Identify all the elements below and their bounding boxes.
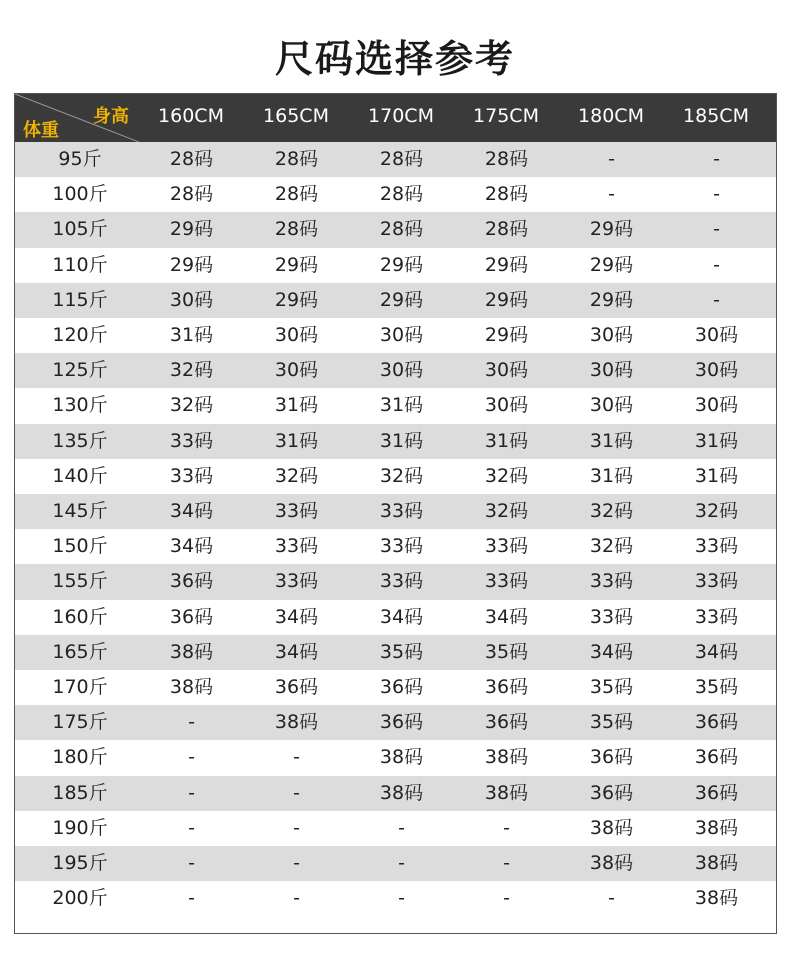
size-cell: 28码 (379, 183, 424, 206)
size-cell: 38码 (589, 852, 634, 874)
size-cell: - (608, 183, 615, 206)
height-axis-label: 身高 (93, 106, 129, 127)
header-corner-cell (15, 94, 139, 142)
size-cell: 28码 (274, 218, 319, 241)
size-cell: - (503, 887, 510, 910)
size-cell: 31码 (274, 429, 319, 452)
weight-cell: 170斤 (52, 676, 108, 698)
size-cell: 38码 (169, 676, 214, 698)
size-cell: - (713, 148, 720, 170)
weight-cell: 200斤 (52, 887, 108, 910)
size-cell: 32码 (169, 394, 214, 417)
size-cell: 30码 (274, 324, 319, 346)
table-row (15, 177, 776, 212)
size-cell: 30码 (589, 324, 634, 346)
weight-cell: 110斤 (52, 253, 108, 276)
size-cell: 29码 (589, 288, 634, 311)
table-row (15, 600, 776, 635)
size-cell: - (293, 746, 300, 769)
size-cell: 30码 (589, 394, 634, 417)
weight-cell: 140斤 (52, 464, 108, 487)
size-cell: 34码 (274, 640, 319, 663)
size-cell: 31码 (694, 429, 739, 452)
size-cell: 33码 (694, 570, 739, 593)
size-cell: - (713, 218, 720, 241)
size-cell: - (398, 816, 405, 839)
table-row (15, 318, 776, 353)
size-cell: 33码 (379, 570, 424, 593)
weight-cell: 195斤 (52, 852, 108, 874)
size-cell: 29码 (169, 253, 214, 276)
table-header (15, 94, 776, 142)
size-cell: 33码 (379, 500, 424, 522)
weight-cell: 135斤 (52, 429, 108, 452)
size-cell: - (503, 816, 510, 839)
size-cell: 38码 (379, 746, 424, 769)
size-cell: 32码 (274, 464, 319, 487)
size-cell: 28码 (484, 148, 529, 170)
weight-cell: 150斤 (52, 535, 108, 558)
size-cell: 28码 (484, 183, 529, 206)
size-cell: - (713, 183, 720, 206)
table-row (15, 388, 776, 423)
size-cell: 34码 (169, 500, 214, 522)
size-cell: 38码 (694, 887, 739, 910)
size-cell: 38码 (484, 746, 529, 769)
column-header: 175CM (473, 105, 539, 127)
size-cell: - (188, 746, 195, 769)
size-cell: 34码 (274, 605, 319, 628)
column-header: 165CM (263, 105, 329, 127)
table-row (15, 635, 776, 670)
size-cell: 34码 (379, 605, 424, 628)
size-cell: - (188, 781, 195, 804)
weight-cell: 190斤 (52, 816, 108, 839)
size-cell: 28码 (379, 148, 424, 170)
table-row (15, 670, 776, 705)
size-cell: - (188, 887, 195, 910)
weight-cell: 115斤 (52, 288, 108, 311)
table-row (15, 494, 776, 529)
size-cell: 31码 (274, 394, 319, 417)
size-cell: 30码 (484, 359, 529, 382)
size-cell: 33码 (274, 500, 319, 522)
size-cell: 36码 (169, 605, 214, 628)
size-cell: - (713, 253, 720, 276)
size-cell: 34码 (589, 640, 634, 663)
size-cell: 29码 (379, 253, 424, 276)
size-cell: 33码 (274, 535, 319, 558)
size-cell: 31码 (169, 324, 214, 346)
table-row (15, 811, 776, 846)
size-cell: 30码 (379, 359, 424, 382)
size-cell: 30码 (484, 394, 529, 417)
size-cell: 30码 (169, 288, 214, 311)
size-cell: 31码 (484, 429, 529, 452)
size-cell: 29码 (379, 288, 424, 311)
size-cell: 29码 (274, 288, 319, 311)
table-row (15, 424, 776, 459)
weight-cell: 125斤 (52, 359, 108, 382)
size-cell: - (398, 887, 405, 910)
size-cell: 34码 (694, 640, 739, 663)
size-cell: 32码 (589, 535, 634, 558)
size-cell: 35码 (589, 711, 634, 734)
size-cell: 35码 (484, 640, 529, 663)
size-cell: 36码 (589, 746, 634, 769)
size-cell: 28码 (169, 148, 214, 170)
size-cell: 36码 (379, 711, 424, 734)
weight-cell: 185斤 (52, 781, 108, 804)
column-header: 180CM (578, 105, 644, 127)
size-cell: 33码 (589, 605, 634, 628)
weight-cell: 165斤 (52, 640, 108, 663)
size-cell: 33码 (694, 535, 739, 558)
size-cell: 30码 (694, 394, 739, 417)
size-cell: 33码 (484, 570, 529, 593)
table-row (15, 846, 776, 881)
table-row (15, 564, 776, 599)
size-cell: - (608, 148, 615, 170)
size-cell: 28码 (379, 218, 424, 241)
size-cell: 30码 (379, 324, 424, 346)
weight-cell: 130斤 (52, 394, 108, 417)
size-cell: 38码 (694, 816, 739, 839)
table-row (15, 353, 776, 388)
table-row (15, 529, 776, 564)
size-cell: 36码 (484, 676, 529, 698)
size-cell: 31码 (589, 464, 634, 487)
size-cell: 38码 (379, 781, 424, 804)
weight-cell: 180斤 (52, 746, 108, 769)
size-cell: 36码 (484, 711, 529, 734)
size-cell: - (188, 852, 195, 874)
size-cell: 33码 (484, 535, 529, 558)
size-cell: 29码 (484, 324, 529, 346)
size-cell: - (398, 852, 405, 874)
size-cell: - (188, 816, 195, 839)
size-cell: 30码 (274, 359, 319, 382)
size-cell: 28码 (274, 148, 319, 170)
size-cell: 31码 (379, 394, 424, 417)
size-cell: 29码 (589, 218, 634, 241)
size-chart-table (14, 93, 777, 934)
size-cell: 36码 (274, 676, 319, 698)
size-cell: 33码 (274, 570, 319, 593)
size-cell: 35码 (589, 676, 634, 698)
size-cell: 28码 (274, 183, 319, 206)
size-cell: 33码 (169, 429, 214, 452)
column-header: 170CM (368, 105, 434, 127)
size-cell: 33码 (694, 605, 739, 628)
size-cell: 38码 (169, 640, 214, 663)
size-cell: 38码 (484, 781, 529, 804)
weight-cell: 105斤 (52, 218, 108, 241)
weight-cell: 175斤 (52, 711, 108, 734)
size-cell: - (713, 288, 720, 311)
size-cell: 30码 (694, 324, 739, 346)
size-cell: - (293, 816, 300, 839)
size-cell: 29码 (484, 288, 529, 311)
table-row (15, 740, 776, 775)
size-cell: 34码 (484, 605, 529, 628)
size-cell: 28码 (484, 218, 529, 241)
size-cell: 29码 (589, 253, 634, 276)
size-cell: 36码 (379, 676, 424, 698)
size-cell: - (293, 887, 300, 910)
size-cell: 38码 (589, 816, 634, 839)
weight-cell: 120斤 (52, 324, 108, 346)
size-cell: 29码 (484, 253, 529, 276)
table-row (15, 705, 776, 740)
size-cell: 29码 (169, 218, 214, 241)
size-cell: 32码 (379, 464, 424, 487)
size-cell: 38码 (694, 852, 739, 874)
weight-axis-label: 体重 (23, 120, 59, 141)
table-row (15, 283, 776, 318)
size-cell: - (608, 887, 615, 910)
size-cell: - (293, 781, 300, 804)
size-cell: 32码 (589, 500, 634, 522)
table-row (15, 248, 776, 283)
table-row (15, 776, 776, 811)
weight-cell: 160斤 (52, 605, 108, 628)
size-cell: 30码 (694, 359, 739, 382)
table-row (15, 142, 776, 177)
table-row (15, 459, 776, 494)
size-cell: 36码 (169, 570, 214, 593)
size-cell: 28码 (169, 183, 214, 206)
size-cell: 33码 (169, 464, 214, 487)
column-header: 160CM (158, 105, 224, 127)
size-cell: - (188, 711, 195, 734)
size-cell: 32码 (484, 464, 529, 487)
size-cell: 33码 (379, 535, 424, 558)
table-row (15, 212, 776, 247)
size-cell: 36码 (589, 781, 634, 804)
size-cell: 32码 (484, 500, 529, 522)
size-cell: 38码 (274, 711, 319, 734)
weight-cell: 155斤 (52, 570, 108, 593)
size-cell: 31码 (694, 464, 739, 487)
size-cell: 36码 (694, 711, 739, 734)
size-cell: 32码 (169, 359, 214, 382)
page-title: 尺码选择参考 (274, 37, 515, 81)
weight-cell: 145斤 (52, 500, 108, 522)
size-cell: - (503, 852, 510, 874)
size-cell: 29码 (274, 253, 319, 276)
weight-cell: 100斤 (52, 183, 108, 206)
size-cell: 34码 (169, 535, 214, 558)
size-cell: 36码 (694, 746, 739, 769)
size-cell: 31码 (589, 429, 634, 452)
size-cell: 30码 (589, 359, 634, 382)
column-header: 185CM (683, 105, 749, 127)
table-row (15, 881, 776, 916)
weight-cell: 95斤 (58, 148, 102, 170)
size-cell: - (293, 852, 300, 874)
size-cell: 32码 (694, 500, 739, 522)
size-cell: 35码 (694, 676, 739, 698)
size-cell: 33码 (589, 570, 634, 593)
size-cell: 31码 (379, 429, 424, 452)
size-cell: 36码 (694, 781, 739, 804)
size-cell: 35码 (379, 640, 424, 663)
